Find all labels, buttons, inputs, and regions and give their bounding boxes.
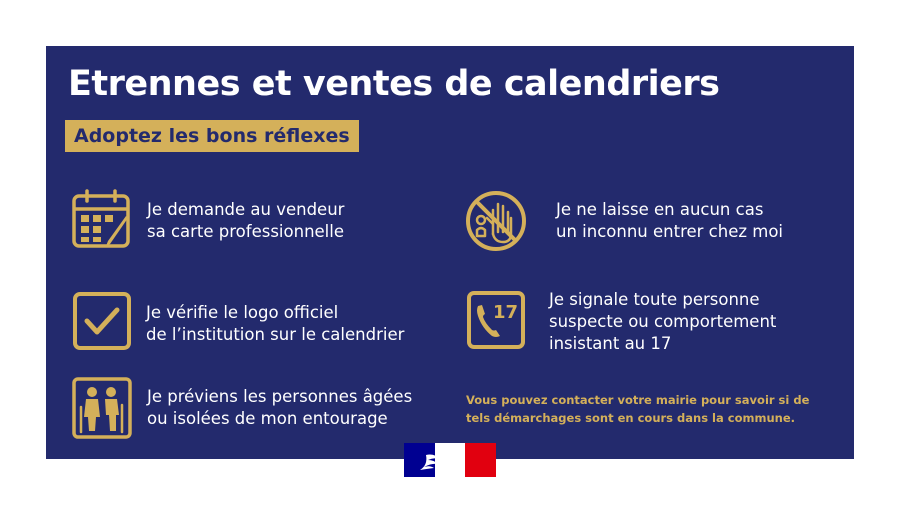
tip-check-card: Je demande au vendeur sa carte professionnelle: [147, 200, 345, 241]
badge-17: 17: [493, 302, 519, 323]
phone-17-icon: [466, 290, 526, 350]
contact-note: Vous pouvez contacter votre mairie pour savoir si de tels démarchages sont en cours dans la commune.: [466, 393, 810, 425]
tip-no-stranger: Je ne laisse en aucun cas un inconnu entrer chez moi: [556, 200, 784, 241]
republique-francaise-marianne-logo: [404, 443, 496, 477]
subtitle-banner: Adoptez les bons réflexes: [65, 120, 359, 152]
info-panel: [46, 46, 854, 459]
no-entry-hand-icon: [465, 190, 527, 252]
tip-warn-elderly: Je préviens les personnes âgées ou isolées de mon entourage: [147, 387, 413, 428]
page-title: Etrennes et ventes de calendriers: [68, 64, 720, 104]
tip-verify-logo: Je vérifie le logo officiel de l’institution sur le calendrier: [146, 303, 405, 344]
tip-report-suspect: Je signale toute personne suspecte ou comportement insistant au 17: [549, 290, 777, 353]
checkbox-icon: [72, 291, 132, 351]
elderly-couple-icon: [72, 377, 132, 439]
calendar-icon: [70, 188, 132, 250]
